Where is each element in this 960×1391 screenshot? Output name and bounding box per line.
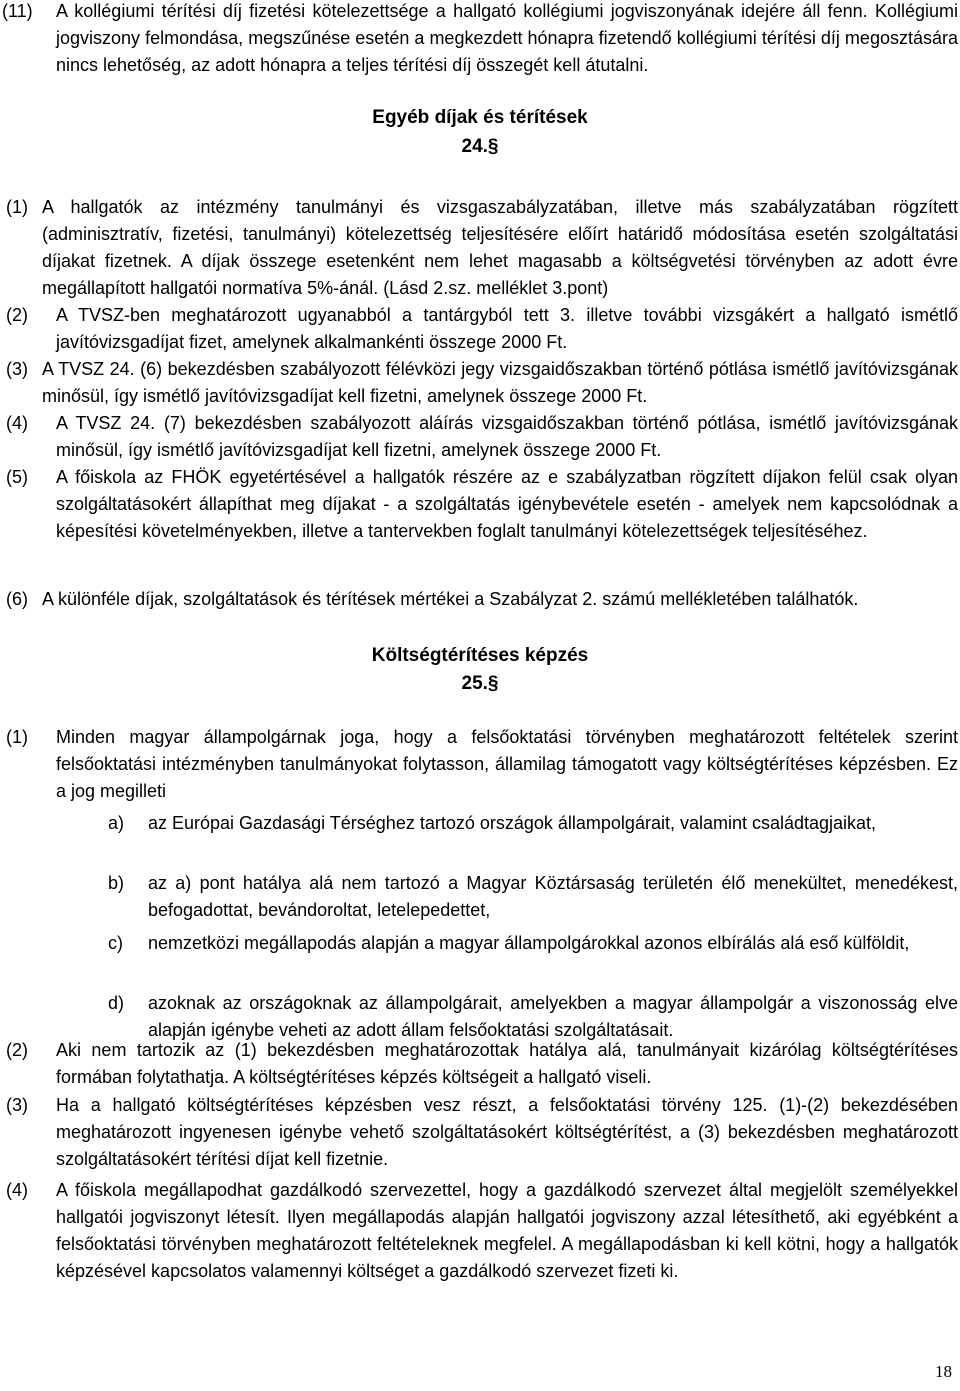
paragraph-text: A TVSZ 24. (7) bekezdésben szabályozott aláírás vizsgaidőszakban történő pótlása, ismétlő javítóvizsgának minősül, így ismétlő javítóvizsgadíjat kell fizetni, amelynek összege 2000 Ft.: [56, 413, 958, 460]
list-item-label: b): [108, 873, 125, 893]
paragraph-number: (6): [6, 589, 28, 609]
s24-paragraph-4: [6, 410, 958, 464]
page-number: 18: [935, 1362, 952, 1381]
paragraph-number: (5): [6, 467, 28, 487]
list-item: [108, 930, 958, 986]
paragraph-number: (4): [6, 1180, 28, 1200]
section-title-25: Költségtérítéses képzés: [371, 645, 589, 666]
section-sign-icon: §: [487, 136, 499, 157]
s25-paragraph-2: [6, 1037, 958, 1091]
list-item: [108, 810, 958, 866]
paragraph-text: Ha a hallgató költségtérítéses képzésben vesz részt, a felsőoktatási törvény 125. (1)-(2) bekezdésében meghatározott ingyenesen igénybe vehető szolgáltatásokért költségtérítést, a (3) bekezdésben meghatározott szolgáltatásokért térítési díjat kell fizetnie.: [56, 1095, 958, 1169]
paragraph-text: A főiskola az FHÖK egyetértésével a hallgatók részére az e szabályzatban rögzített díjakon felül csak olyan szolgáltatásokért állapíthat meg díjakat - a szolgáltatás igénybevétele esetén - amelyek nem kapcsolódnak a képesítési követelményekben, illetve a tantervekben foglalt tanulmányi kötelezettségek teljesítéséhez.: [56, 467, 958, 541]
paragraph-text: A TVSZ-ben meghatározott ugyanabból a tantárgyból tett 3. illetve további vizsgákért a hallgató ismétlő javítóvizsgadíjat fizet, amelynek alkalmankénti összege 2000 Ft.: [56, 305, 958, 352]
sub-list: [108, 810, 958, 1046]
paragraph-text: A különféle díjak, szolgáltatások és térítések mértékei a Szabályzat 2. számú mellékletében találhatók.: [42, 589, 859, 609]
s25-paragraph-4: [6, 1177, 958, 1285]
list-item-text: nemzetközi megállapodás alapján a magyar állampolgárokkal azonos elbírálás alá eső külföldit,: [148, 933, 910, 953]
paragraph-text: A főiskola megállapodhat gazdálkodó szervezettel, hogy a gazdálkodó szervezet által megjelölt személyekkel hallgatói jogviszonyt létesít. Ilyen megállapodás alapján hallgatói jogviszony azzal létesíthető, aki egyébként a felsőoktatási törvényben meghatározott feltételeknek megfelel. A megállapodásban ki kell kötni, hogy a hallgatók képzésével kapcsolatos valamennyi költséget a gazdálkodó szervezet fizeti ki.: [56, 1180, 958, 1281]
paragraph-number: (1): [6, 727, 28, 747]
paragraph-11: [2, 0, 958, 79]
s24-paragraph-1: [6, 194, 958, 302]
paragraph-text: Minden magyar állampolgárnak joga, hogy a felsőoktatási törvényben meghatározott feltételek szerint felsőoktatási intézményben tanulmányokat folytasson, államilag támogatott vagy költségtérítéses képzésben. Ez a jog megilleti: [56, 727, 958, 801]
list-item-label: c): [108, 933, 123, 953]
list-item-label: d): [108, 993, 125, 1013]
paragraph-number: (2): [6, 305, 28, 325]
section-number-25: [0, 670, 960, 698]
list-item-text: az a) pont hatálya alá nem tartozó a Magyar Köztársaság területén élő menekültet, menedékest, befogadottat, bevándoroltat, letelepedettet,: [148, 873, 958, 920]
list-item-label: a): [108, 813, 125, 833]
list-item-text: az Európai Gazdasági Térséghez tartozó országok állampolgárait, valamint családtagjaikat,: [148, 813, 877, 833]
paragraph-text: A TVSZ 24. (6) bekezdésben szabályozott félévközi jegy vizsgaidőszakban történő pótlása ismétlő javítóvizsgának minősül, így ismétlő javítóvizsgadíjat kell fizetni, amelynek összege 2000 Ft.: [42, 359, 958, 406]
s24-paragraph-6: [6, 586, 958, 613]
list-item-text: azoknak az országoknak az állampolgárait, amelyekben a magyar állampolgár a viszonosság elve alapján igénybe veheti az adott állam felsőoktatási szolgáltatásait.: [148, 993, 958, 1040]
s24-paragraph-2: [6, 302, 958, 356]
paragraph-number: (3): [6, 359, 28, 379]
paragraph-text: A kollégiumi térítési díj fizetési kötelezettsége a hallgató kollégiumi jogviszonyának idejére áll fenn. Kollégiumi jogviszony felmondása, megszűnése esetén a megkezdett hónapra fizetendő kollégiumi térítési díj megosztására nincs lehetőség, az adott hónapra a teljes térítési díj összegét kell átutalni.: [56, 1, 958, 75]
section-number-text: 24.: [461, 136, 488, 157]
section-title-24: Egyéb díjak és térítések: [372, 107, 588, 128]
paragraph-text: A hallgatók az intézmény tanulmányi és vizsgaszabályzatában, illetve más szabályzatában rögzített (adminisztratív, fizetési, tanulmányi) kötelezettség teljesítésére előírt határidő módosítása esetén szolgáltatási díjakat fizetnek. A díjak összege esetenként nem lehet magasabb a költségvetési törvényben az adott évre megállapított hallgatói normatíva 5%-ánál. (Lásd 2.sz. melléklet 3.pont): [42, 197, 958, 298]
paragraph-text: Aki nem tartozik az (1) bekezdésben meghatározottak hatálya alá, tanulmányait kizárólag költségtérítéses formában folytathatja. A költségtérítéses képzés költségeit a hallgató viseli.: [56, 1040, 958, 1087]
paragraph-number: (11): [2, 1, 33, 21]
section-number-24: [0, 133, 960, 161]
s25-paragraph-3: [6, 1092, 958, 1173]
paragraph-number: (4): [6, 413, 28, 433]
s24-paragraph-5: [6, 464, 958, 545]
s25-paragraph-1: [6, 724, 958, 805]
section-sign-icon: §: [487, 673, 499, 694]
section-number-text: 25.: [461, 673, 488, 694]
paragraph-number: (3): [6, 1095, 28, 1115]
s24-paragraph-3: [6, 356, 958, 410]
paragraph-number: (2): [6, 1040, 28, 1060]
paragraph-number: (1): [6, 197, 28, 217]
list-item: [108, 870, 958, 926]
